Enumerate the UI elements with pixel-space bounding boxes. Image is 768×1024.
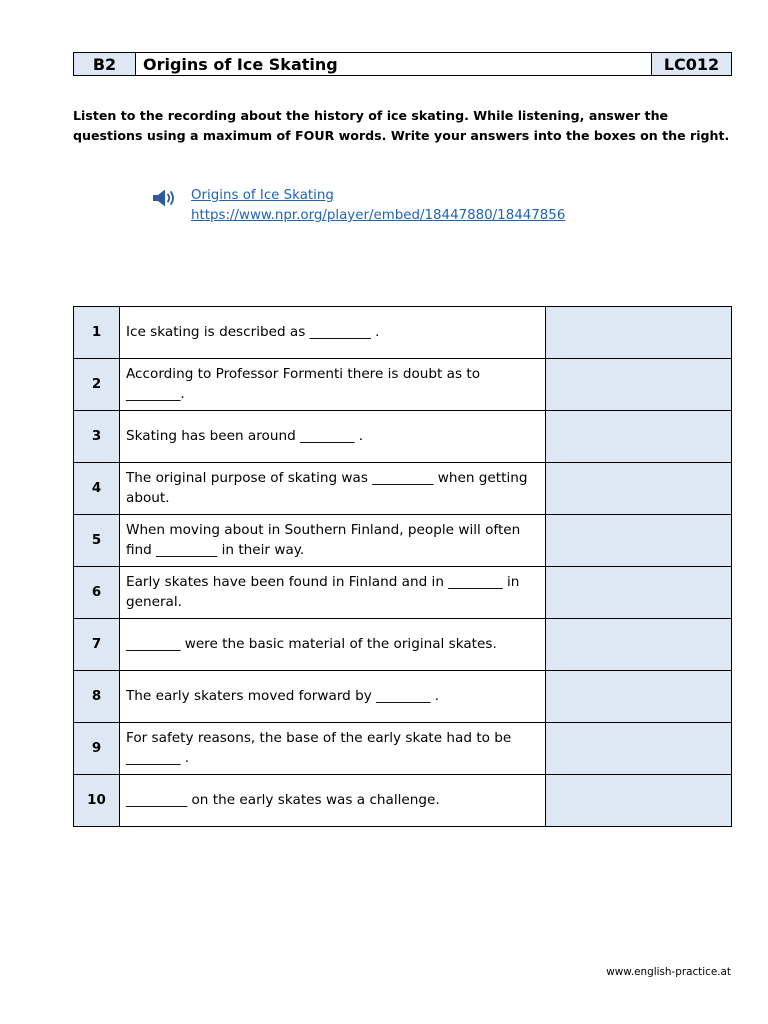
answer-box[interactable] (546, 411, 732, 463)
question-text: The original purpose of skating was _________ when getting about. (120, 463, 546, 515)
question-text: ________ were the basic material of the original skates. (120, 619, 546, 671)
question-number: 7 (74, 619, 120, 671)
answer-box[interactable] (546, 567, 732, 619)
question-text: For safety reasons, the base of the early skate had to be ________ . (120, 723, 546, 775)
answer-box[interactable] (546, 775, 732, 827)
worksheet-code: LC012 (652, 53, 732, 76)
answer-box[interactable] (546, 307, 732, 359)
question-text: Skating has been around ________ . (120, 411, 546, 463)
question-text: _________ on the early skates was a challenge. (120, 775, 546, 827)
footer-website: www.english-practice.at (606, 966, 731, 978)
header-row (74, 53, 732, 76)
worksheet-title: Origins of Ice Skating (136, 53, 652, 76)
audio-url-link[interactable]: https://www.npr.org/player/embed/18447880/18447856 (191, 208, 566, 223)
question-row (74, 359, 732, 411)
audio-links (191, 186, 565, 226)
answer-box[interactable] (546, 515, 732, 567)
question-text: When moving about in Southern Finland, people will often find _________ in their way. (120, 515, 546, 567)
answer-box[interactable] (546, 723, 732, 775)
question-number: 10 (74, 775, 120, 827)
question-number: 4 (74, 463, 120, 515)
question-text: The early skaters moved forward by ________ . (120, 671, 546, 723)
answer-box[interactable] (546, 619, 732, 671)
audio-link-block (152, 186, 632, 228)
question-text: Early skates have been found in Finland and in ________ in general. (120, 567, 546, 619)
answer-box[interactable] (546, 671, 732, 723)
level-badge: B2 (74, 53, 136, 76)
question-row (74, 515, 732, 567)
question-number: 8 (74, 671, 120, 723)
questions-table (73, 306, 732, 827)
question-row (74, 567, 732, 619)
question-number: 6 (74, 567, 120, 619)
question-number: 1 (74, 307, 120, 359)
question-text: Ice skating is described as _________ . (120, 307, 546, 359)
question-number: 5 (74, 515, 120, 567)
question-row (74, 307, 732, 359)
worksheet-header (73, 52, 732, 76)
answer-box[interactable] (546, 463, 732, 515)
instructions: Listen to the recording about the history of ice skating. While listening, answer the questions using a maximum of FOUR words. Write your answers into the boxes on the right. (73, 108, 730, 143)
answer-box[interactable] (546, 359, 732, 411)
question-row (74, 411, 732, 463)
question-row (74, 723, 732, 775)
question-number: 3 (74, 411, 120, 463)
speaker-icon[interactable] (152, 188, 178, 208)
question-number: 9 (74, 723, 120, 775)
question-row (74, 671, 732, 723)
question-row (74, 619, 732, 671)
question-number: 2 (74, 359, 120, 411)
question-row (74, 463, 732, 515)
audio-title-link[interactable]: Origins of Ice Skating (191, 188, 334, 203)
question-row (74, 775, 732, 827)
question-text: According to Professor Formenti there is doubt as to ________. (120, 359, 546, 411)
